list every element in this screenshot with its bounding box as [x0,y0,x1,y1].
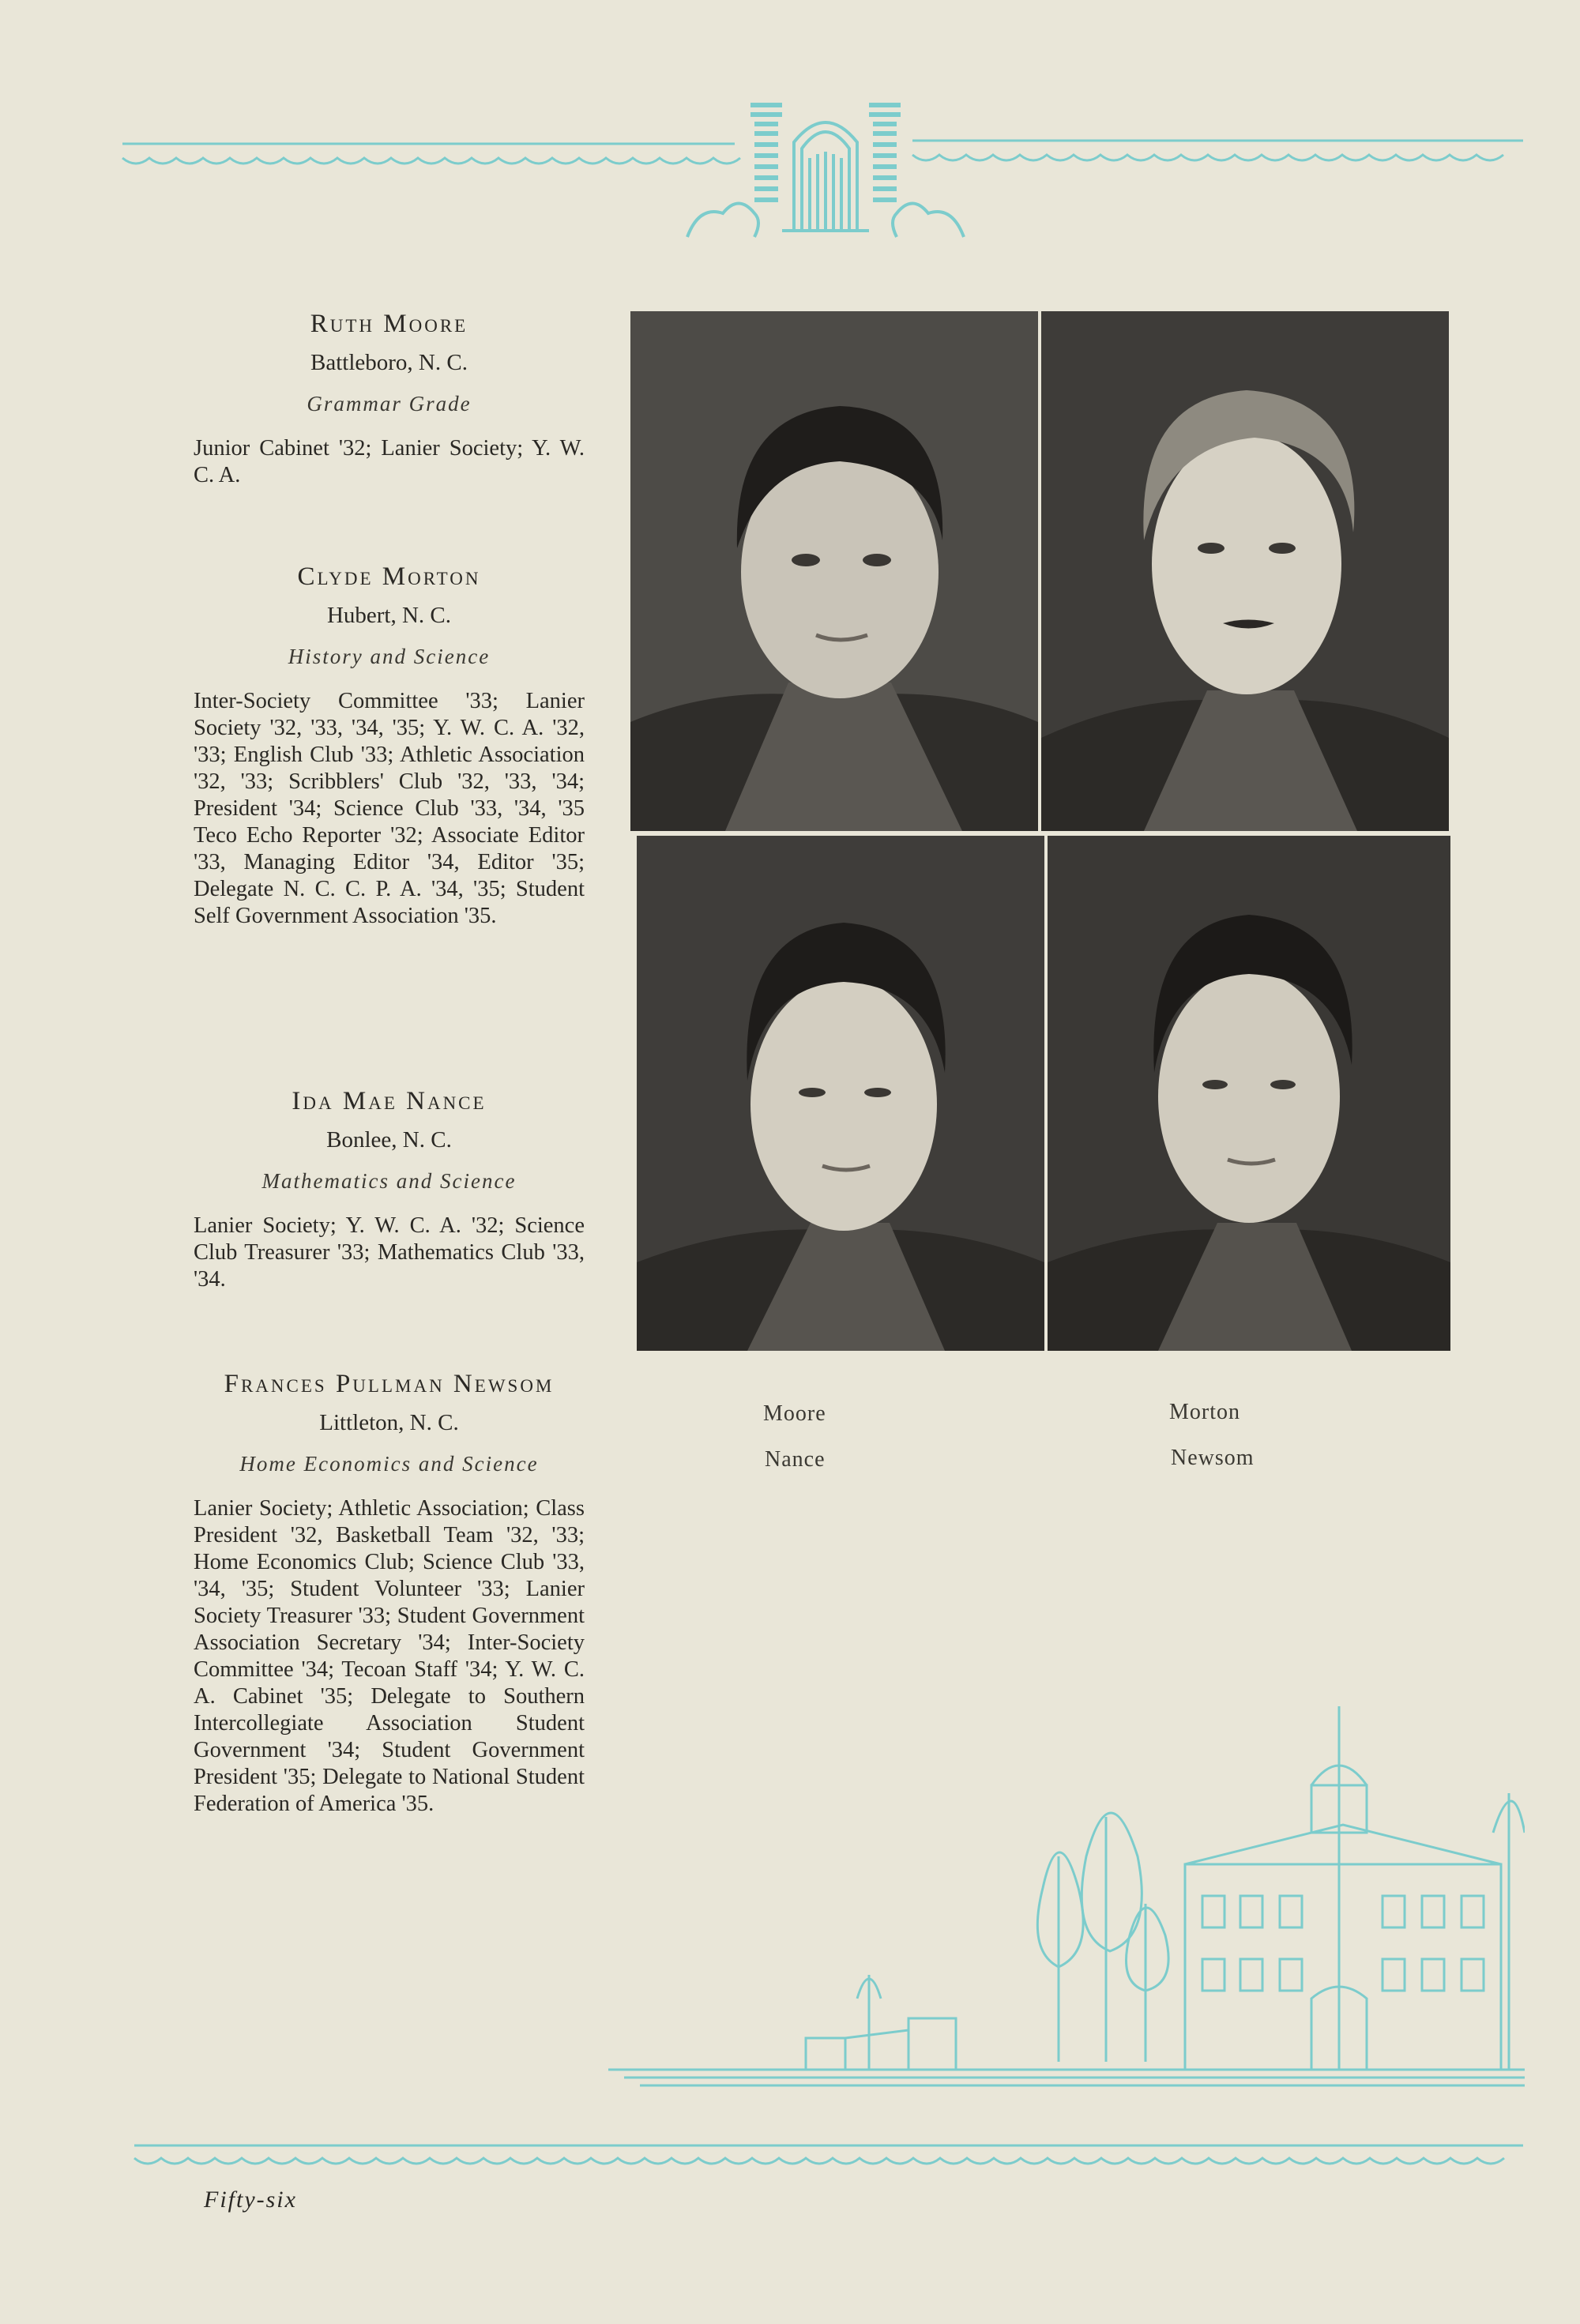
portrait-photo-morton [1041,311,1449,831]
bio-entry-ida-mae-nance [194,1087,585,1293]
student-hometown: Bonlee, N. C. [326,1127,452,1153]
caption-bottom-left: Nance [765,1447,826,1472]
bio-entry-ruth-moore [194,310,585,489]
student-activities: Junior Cabinet '32; Lanier Society; Y. W. C. A. [194,436,585,487]
student-activities: Inter-Society Committee '33; Lanier Society '32, '33, '34, '35; Y. W. C. A. '32, '33; English Club '33; Athletic Association '32, '33; Scribblers' Club '32, '33, '34; President '34; Science Club '33, '34, '35 Teco Echo Reporter '32; Associate Editor '33, Managing Editor '34, Editor '35; Delegate N. C. C. P. A. '34, '35; Student Self Government Association '35. [194,689,585,928]
bio-entry-clyde-morton [194,562,585,930]
caption-top-right: Morton [1169,1400,1240,1424]
portrait-photo-nance [637,836,1044,1351]
student-course: Grammar Grade [307,392,472,416]
caption-bottom-right: Newsom [1171,1446,1255,1470]
portrait-photo-moore [630,311,1038,831]
student-name: Ruth Moore [310,310,468,338]
student-course: Mathematics and Science [261,1169,517,1193]
portrait-photo-newsom [1048,836,1450,1351]
student-course: History and Science [288,645,491,668]
student-activities: Lanier Society; Y. W. C. A. '32; Science Club Treasurer '33; Mathematics Club '33, '34. [194,1213,585,1292]
student-hometown: Littleton, N. C. [319,1410,459,1435]
caption-top-left: Moore [763,1401,826,1426]
student-name: Clyde Morton [297,562,481,591]
student-name: Frances Pullman Newsom [224,1370,555,1398]
header-gate-ornament [118,87,1525,245]
campus-building-illustration [118,1698,1525,2204]
student-course: Home Economics and Science [239,1452,539,1476]
student-hometown: Battleboro, N. C. [310,350,468,375]
student-name: Ida Mae Nance [292,1087,487,1115]
student-hometown: Hubert, N. C. [326,603,452,628]
page-number: Fifty-six [204,2187,297,2213]
student-activities: Lanier Society; Athletic Association; Class President '32, Basketball Team '32, '33; Home Economics Club; Science Club '33, '34, '35; Student Volunteer '33; Lanier Society Treasurer '33; Student Government Association Secretary '34; Inter-Society Committee '34; Tecoan Staff '34; Y. W. C. A. Cabinet '35; Delegate to Southern Intercollegiate Association Student Government '34; Student Government President '35; Delegate to National Student Federation of America '35. [194,1496,585,1816]
